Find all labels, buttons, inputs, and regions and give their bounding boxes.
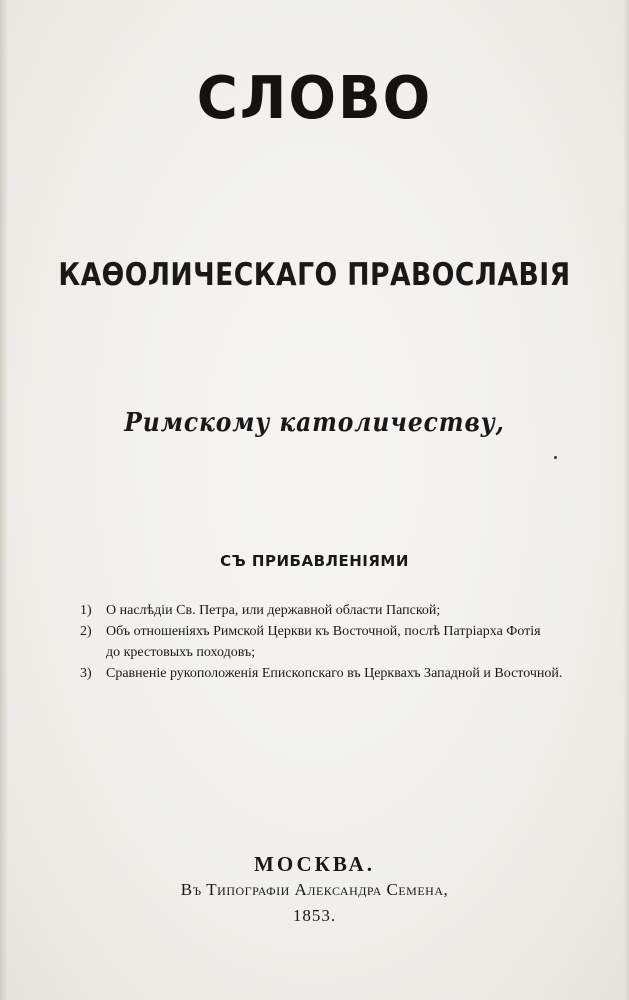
imprint-city: МОСКВА. — [254, 852, 375, 876]
list-item — [80, 621, 580, 642]
list-item-number: 3) — [80, 666, 92, 681]
paper-speck — [554, 456, 557, 459]
list-item-text: Сравненіе рукоположенія Епископскаго въ Церквахъ Западной и Восточной. — [106, 666, 563, 681]
additions-list — [80, 600, 580, 684]
page-edge-left — [0, 0, 8, 1000]
dedication-line: Римскому католичеству, — [124, 408, 505, 438]
subtitle: КАѲОЛИЧЕСКАГО ПРАВОСЛАВІЯ — [58, 257, 571, 293]
imprint-press: Въ Типографіи Александра Семена, — [180, 880, 449, 899]
imprint-year: 1853. — [292, 906, 337, 925]
additions-heading: СЪ ПРИБАВЛЕНІЯМИ — [220, 552, 409, 570]
list-item-number: 1) — [80, 603, 92, 618]
list-item-text: О наслѣдіи Св. Петра, или державной области Папской; — [106, 603, 441, 618]
list-item-text: Объ отношеніяхъ Римской Церкви къ Восточной, послѣ Патріарха Фотія — [106, 624, 541, 639]
main-title: СЛОВО — [196, 64, 433, 133]
list-item-continuation: до крестовыхъ походовъ; — [106, 645, 256, 660]
page-edge-right — [623, 0, 629, 1000]
list-item — [80, 600, 580, 621]
list-item-number: 2) — [80, 624, 92, 639]
list-item — [80, 663, 580, 684]
